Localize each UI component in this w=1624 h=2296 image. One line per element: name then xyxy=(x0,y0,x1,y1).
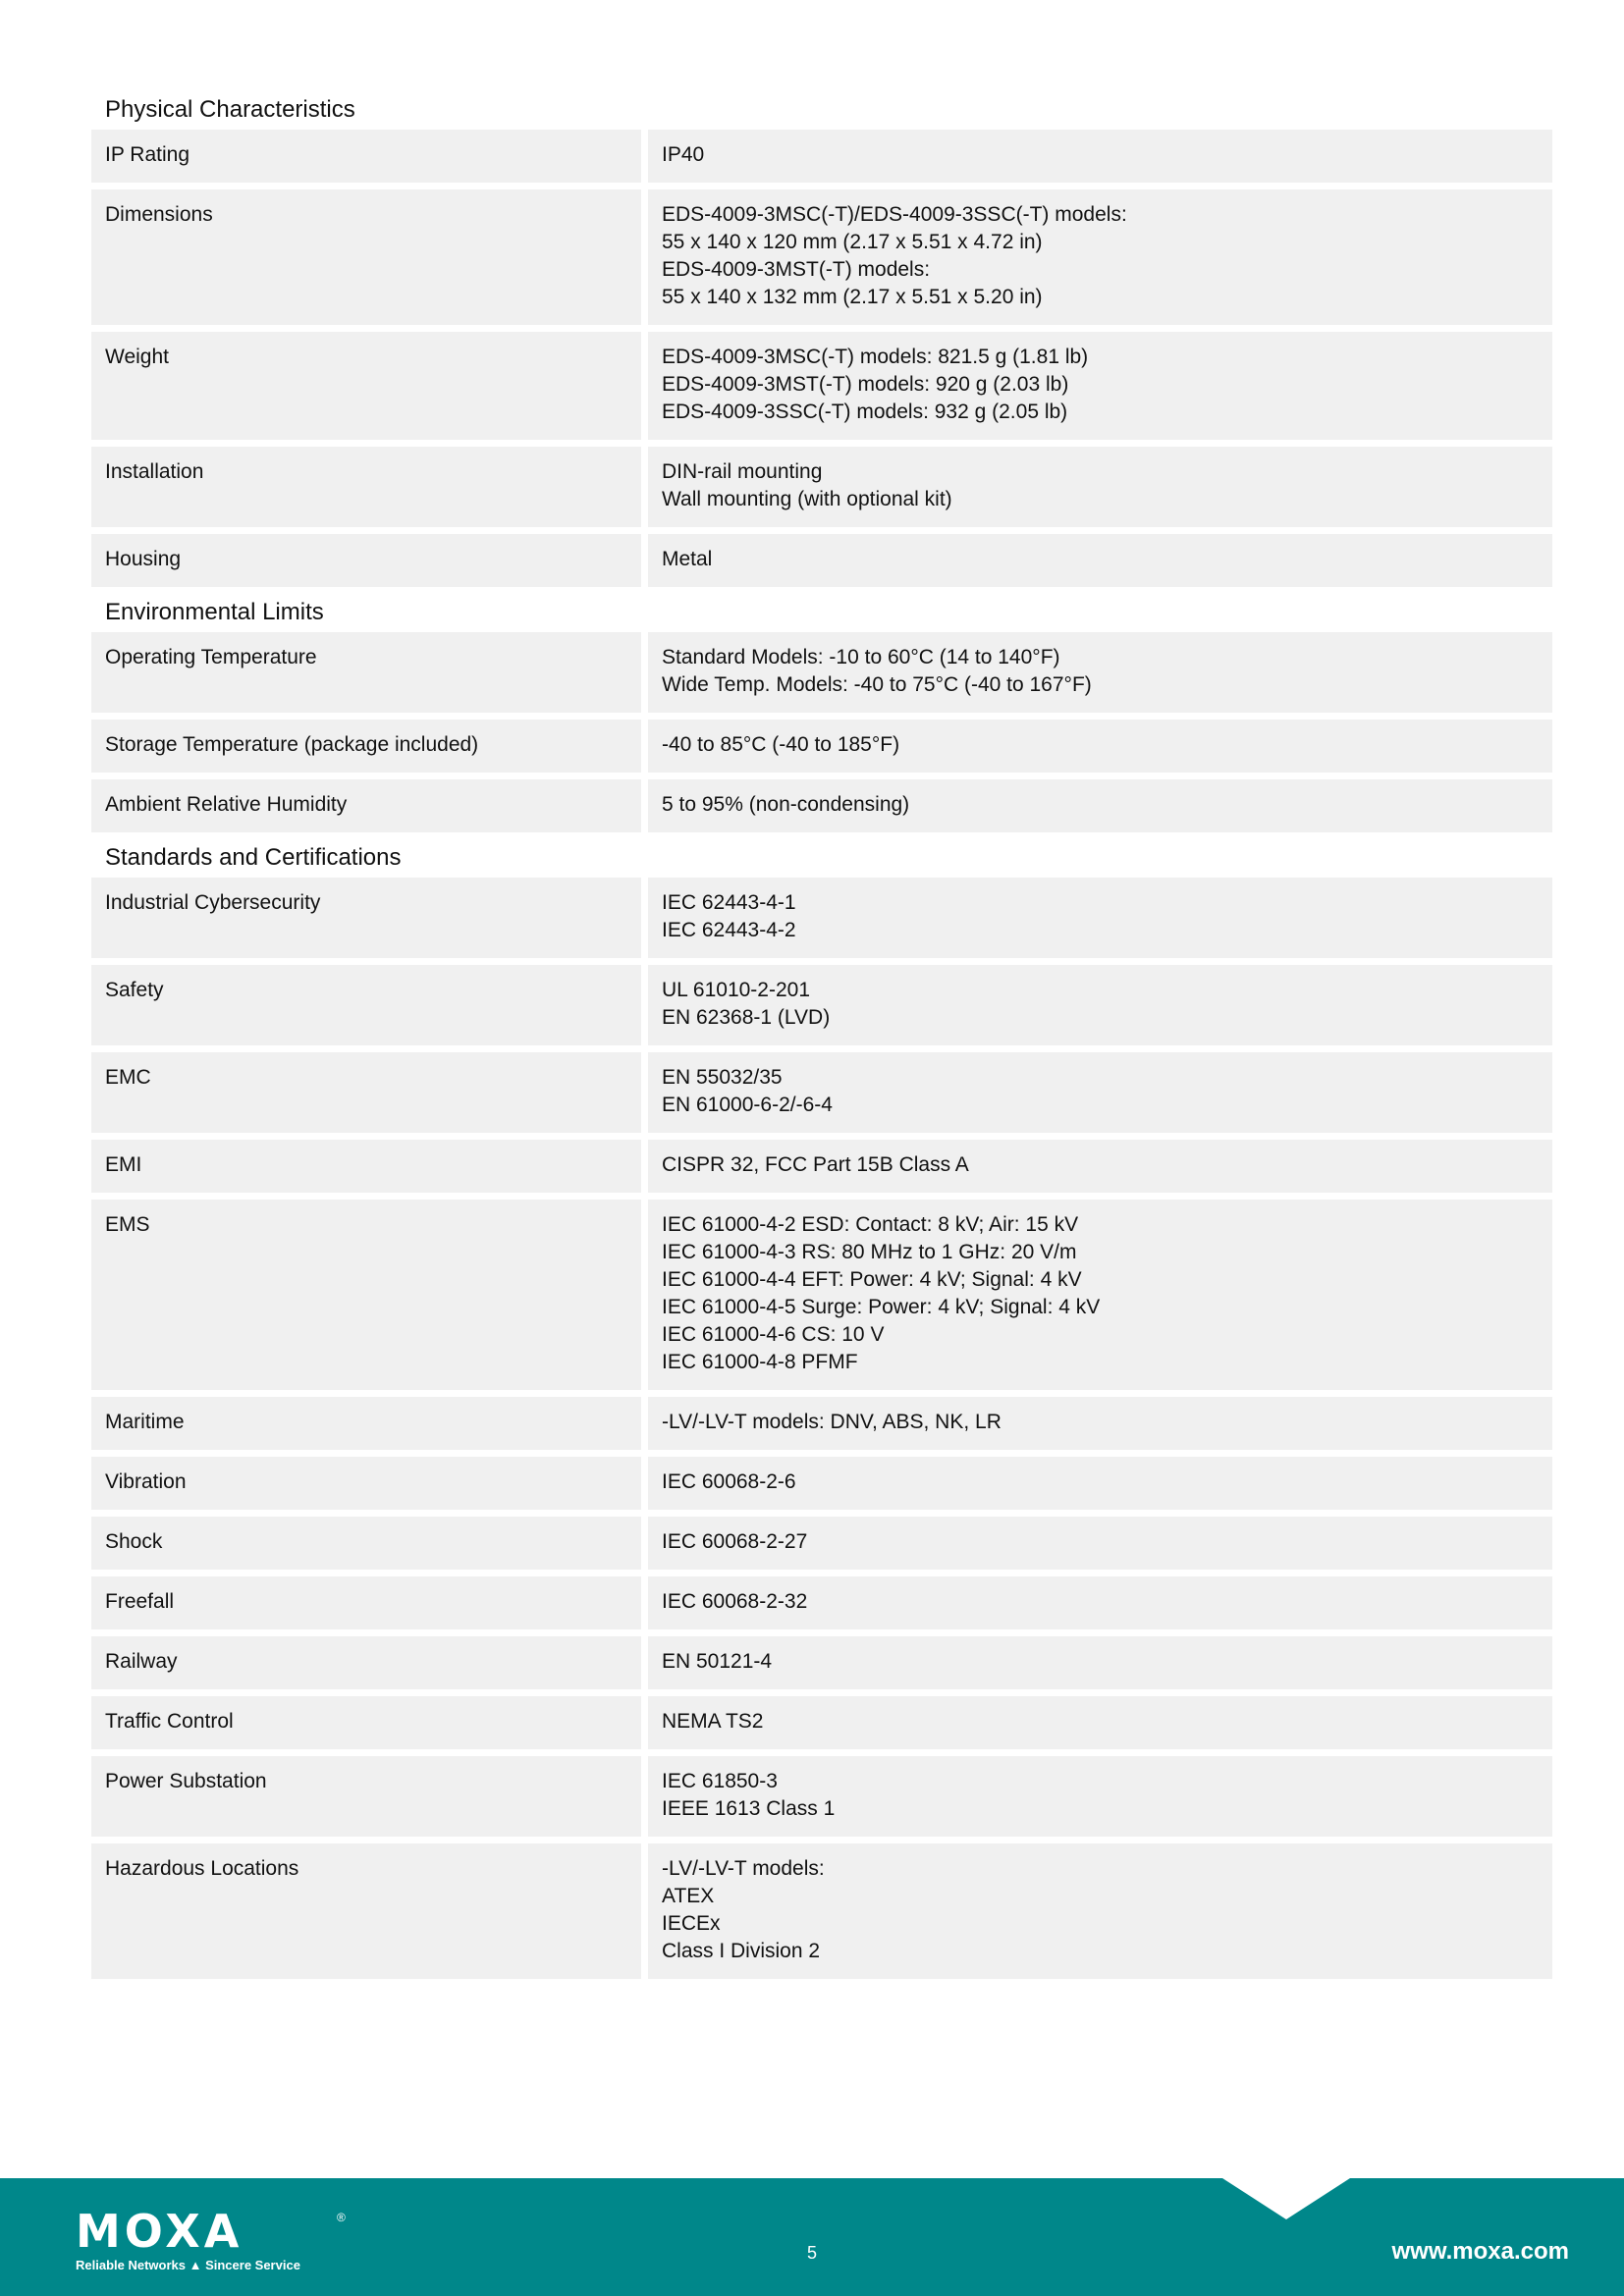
spec-value-line: IEC 61000-4-5 Surge: Power: 4 kV; Signal: 4 kV xyxy=(662,1296,1101,1318)
spec-row xyxy=(91,779,1552,832)
spec-value-line: IEC 62443-4-1 xyxy=(662,891,796,914)
spec-value-line: ATEX xyxy=(662,1885,715,1907)
spec-row xyxy=(91,878,1552,958)
spec-value xyxy=(648,779,1552,832)
spec-value-line: CISPR 32, FCC Part 15B Class A xyxy=(662,1153,969,1176)
spec-row xyxy=(91,965,1552,1045)
spec-value-line: UL 61010-2-201 xyxy=(662,979,810,1001)
section-title: Environmental Limits xyxy=(105,599,324,625)
spec-row xyxy=(91,1636,1552,1689)
spec-value-line: EDS-4009-3MST(-T) models: xyxy=(662,258,931,281)
logo-wordmark: MOXA xyxy=(76,2205,244,2258)
spec-row xyxy=(91,1756,1552,1837)
spec-value-line: Class I Division 2 xyxy=(662,1940,821,1962)
spec-row xyxy=(91,130,1552,183)
spec-label: EMC xyxy=(91,1052,641,1133)
spec-value-line: EDS-4009-3MST(-T) models: 920 g (2.03 lb) xyxy=(662,373,1069,396)
spec-value xyxy=(648,878,1552,958)
spec-row xyxy=(91,447,1552,527)
spec-label: Power Substation xyxy=(91,1756,641,1837)
spec-value xyxy=(648,1457,1552,1510)
spec-value-line: IECEx xyxy=(662,1912,721,1935)
section-title: Physical Characteristics xyxy=(105,96,355,123)
spec-value-line: IEC 62443-4-2 xyxy=(662,919,796,941)
spec-value xyxy=(648,189,1552,325)
spec-value-line: IEC 60068-2-27 xyxy=(662,1530,808,1553)
spec-value xyxy=(648,1140,1552,1193)
spec-value-line: Wall mounting (with optional kit) xyxy=(662,488,952,510)
spec-value-line: IEC 61000-4-8 PFMF xyxy=(662,1351,858,1373)
spec-value xyxy=(648,1696,1552,1749)
spec-row xyxy=(91,1696,1552,1749)
spec-value-line: Metal xyxy=(662,548,713,570)
spec-label: Hazardous Locations xyxy=(91,1843,641,1979)
spec-value-line: EDS-4009-3SSC(-T) models: 932 g (2.05 lb) xyxy=(662,400,1068,423)
logo-tagline: Reliable Networks ▲ Sincere Service xyxy=(76,2258,300,2272)
registered-mark: ® xyxy=(337,2211,346,2224)
spec-label: Industrial Cybersecurity xyxy=(91,878,641,958)
spec-label: Weight xyxy=(91,332,641,440)
spec-row xyxy=(91,1576,1552,1629)
spec-row xyxy=(91,1052,1552,1133)
spec-value-line: EN 50121-4 xyxy=(662,1650,773,1673)
spec-row xyxy=(91,1397,1552,1450)
spec-value-line: EN 55032/35 xyxy=(662,1066,783,1089)
spec-row xyxy=(91,332,1552,440)
spec-row xyxy=(91,1140,1552,1193)
spec-value-line: EN 61000-6-2/-6-4 xyxy=(662,1094,833,1116)
spec-value xyxy=(648,1397,1552,1450)
spec-value-line: Standard Models: -10 to 60°C (14 to 140°F) xyxy=(662,646,1060,668)
footer-notch-shape xyxy=(1222,2178,1350,2219)
spec-label: Dimensions xyxy=(91,189,641,325)
spec-label: Ambient Relative Humidity xyxy=(91,779,641,832)
spec-row xyxy=(91,534,1552,587)
spec-value-line: Wide Temp. Models: -40 to 75°C (-40 to 167°F) xyxy=(662,673,1092,696)
spec-value-line: EN 62368-1 (LVD) xyxy=(662,1006,831,1029)
spec-value xyxy=(648,447,1552,527)
spec-value-line: IEC 61000-4-6 CS: 10 V xyxy=(662,1323,885,1346)
spec-value xyxy=(648,332,1552,440)
spec-value-line: IEC 61000-4-4 EFT: Power: 4 kV; Signal: 4 kV xyxy=(662,1268,1082,1291)
spec-value-line: EDS-4009-3MSC(-T)/EDS-4009-3SSC(-T) models: xyxy=(662,203,1127,226)
spec-value-line: IEC 61850-3 xyxy=(662,1770,778,1792)
spec-label: Housing xyxy=(91,534,641,587)
spec-value xyxy=(648,1756,1552,1837)
spec-label: Traffic Control xyxy=(91,1696,641,1749)
spec-value xyxy=(648,1517,1552,1570)
spec-row xyxy=(91,720,1552,773)
spec-value-line: IEC 61000-4-3 RS: 80 MHz to 1 GHz: 20 V/m xyxy=(662,1241,1077,1263)
spec-row xyxy=(91,1457,1552,1510)
spec-row xyxy=(91,1200,1552,1390)
spec-value xyxy=(648,1052,1552,1133)
moxa-logo xyxy=(76,2205,360,2277)
spec-row xyxy=(91,1843,1552,1979)
spec-value xyxy=(648,1636,1552,1689)
spec-value-line: IEC 60068-2-6 xyxy=(662,1470,796,1493)
spec-value xyxy=(648,1843,1552,1979)
spec-label: Storage Temperature (package included) xyxy=(91,720,641,773)
spec-value-line: 55 x 140 x 120 mm (2.17 x 5.51 x 4.72 in) xyxy=(662,231,1043,253)
spec-value-line: -LV/-LV-T models: DNV, ABS, NK, LR xyxy=(662,1411,1001,1433)
spec-value xyxy=(648,632,1552,713)
spec-value xyxy=(648,130,1552,183)
spec-label: EMS xyxy=(91,1200,641,1390)
spec-label: Freefall xyxy=(91,1576,641,1629)
spec-value-line: 55 x 140 x 132 mm (2.17 x 5.51 x 5.20 in) xyxy=(662,286,1043,308)
spec-value xyxy=(648,720,1552,773)
spec-value xyxy=(648,1576,1552,1629)
spec-value xyxy=(648,1200,1552,1390)
spec-value-line: IP40 xyxy=(662,143,705,166)
spec-value-line: NEMA TS2 xyxy=(662,1710,764,1733)
spec-value-line: EDS-4009-3MSC(-T) models: 821.5 g (1.81 lb) xyxy=(662,346,1089,368)
spec-value-line: IEEE 1613 Class 1 xyxy=(662,1797,836,1820)
spec-value-line: 5 to 95% (non-condensing) xyxy=(662,793,910,816)
spec-value-line: -40 to 85°C (-40 to 185°F) xyxy=(662,733,900,756)
spec-value xyxy=(648,965,1552,1045)
spec-label: Railway xyxy=(91,1636,641,1689)
spec-label: EMI xyxy=(91,1140,641,1193)
spec-value xyxy=(648,534,1552,587)
spec-value-line: DIN-rail mounting xyxy=(662,460,823,483)
spec-value-line: -LV/-LV-T models: xyxy=(662,1857,825,1880)
page-number: 5 xyxy=(806,2243,817,2263)
section-title: Standards and Certifications xyxy=(105,844,402,871)
spec-row xyxy=(91,189,1552,325)
spec-label: Operating Temperature xyxy=(91,632,641,713)
spec-row xyxy=(91,632,1552,713)
spec-value-line: IEC 61000-4-2 ESD: Contact: 8 kV; Air: 15 kV xyxy=(662,1213,1079,1236)
spec-label: IP Rating xyxy=(91,130,641,183)
spec-value-line: IEC 60068-2-32 xyxy=(662,1590,808,1613)
spec-label: Shock xyxy=(91,1517,641,1570)
spec-label: Safety xyxy=(91,965,641,1045)
spec-label: Maritime xyxy=(91,1397,641,1450)
spec-sheet xyxy=(91,84,1552,1986)
spec-label: Installation xyxy=(91,447,641,527)
spec-row xyxy=(91,1517,1552,1570)
website-link[interactable]: www.moxa.com xyxy=(1391,2238,1569,2265)
spec-label: Vibration xyxy=(91,1457,641,1510)
